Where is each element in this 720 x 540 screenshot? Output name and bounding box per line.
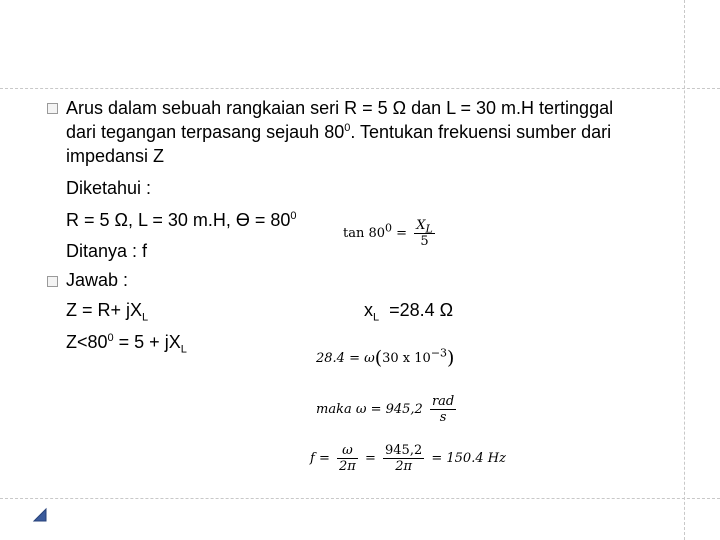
problem-line-3: impedansi Z	[66, 146, 165, 166]
rad-per-s-fraction: $\frac{\text{rad}}{s}$	[431, 394, 455, 425]
tan-fraction: $\frac{X_L}{5}$	[416, 218, 433, 249]
bottom-guide-line	[0, 498, 720, 499]
problem-line-2: dari tegangan terpasang sejauh $80^0$. Tentukan frekuensi sumber dari	[66, 122, 612, 142]
bullet-icon	[47, 103, 58, 114]
xl-result: $x_L =28.4$ Ω	[364, 300, 454, 324]
slide-nav-icon[interactable]	[30, 505, 50, 525]
problem-statement	[66, 96, 696, 168]
asked-line: Ditanya : f	[66, 241, 148, 261]
maka-formula: maka ω = 945,2 $\frac{\text{rad}}{s}$	[316, 394, 455, 425]
right-guide-line	[684, 0, 685, 540]
problem-line-1: Arus dalam sebuah rangkaian seri R = 5 Ω dan L = 30 m.H tertinggal	[66, 98, 614, 118]
bullet-icon	[47, 276, 58, 287]
top-guide-line	[0, 88, 720, 89]
omega-formula: 28.4 = ω(30 x $10^{-3}$)	[316, 346, 455, 369]
frequency-formula: f = $\frac{\omega}{2\pi}$ = $\frac{945,2}{2\pi}$ = 150.4 Hz	[310, 443, 506, 474]
answer-heading: Jawab :	[66, 270, 129, 290]
tan-formula: $\tan 80^0$ = $\frac{X_L}{5}$	[343, 218, 433, 249]
given-values: R = 5 Ω, L = 30 m.H, $ϴ = 80^0$	[66, 210, 297, 230]
given-heading: Diketahui :	[66, 178, 152, 198]
impedance-equation: $Z = R+ jX_L$	[66, 300, 149, 324]
impedance-angle-equation: $Z<80^0 = 5 + jX_L$	[66, 332, 187, 356]
